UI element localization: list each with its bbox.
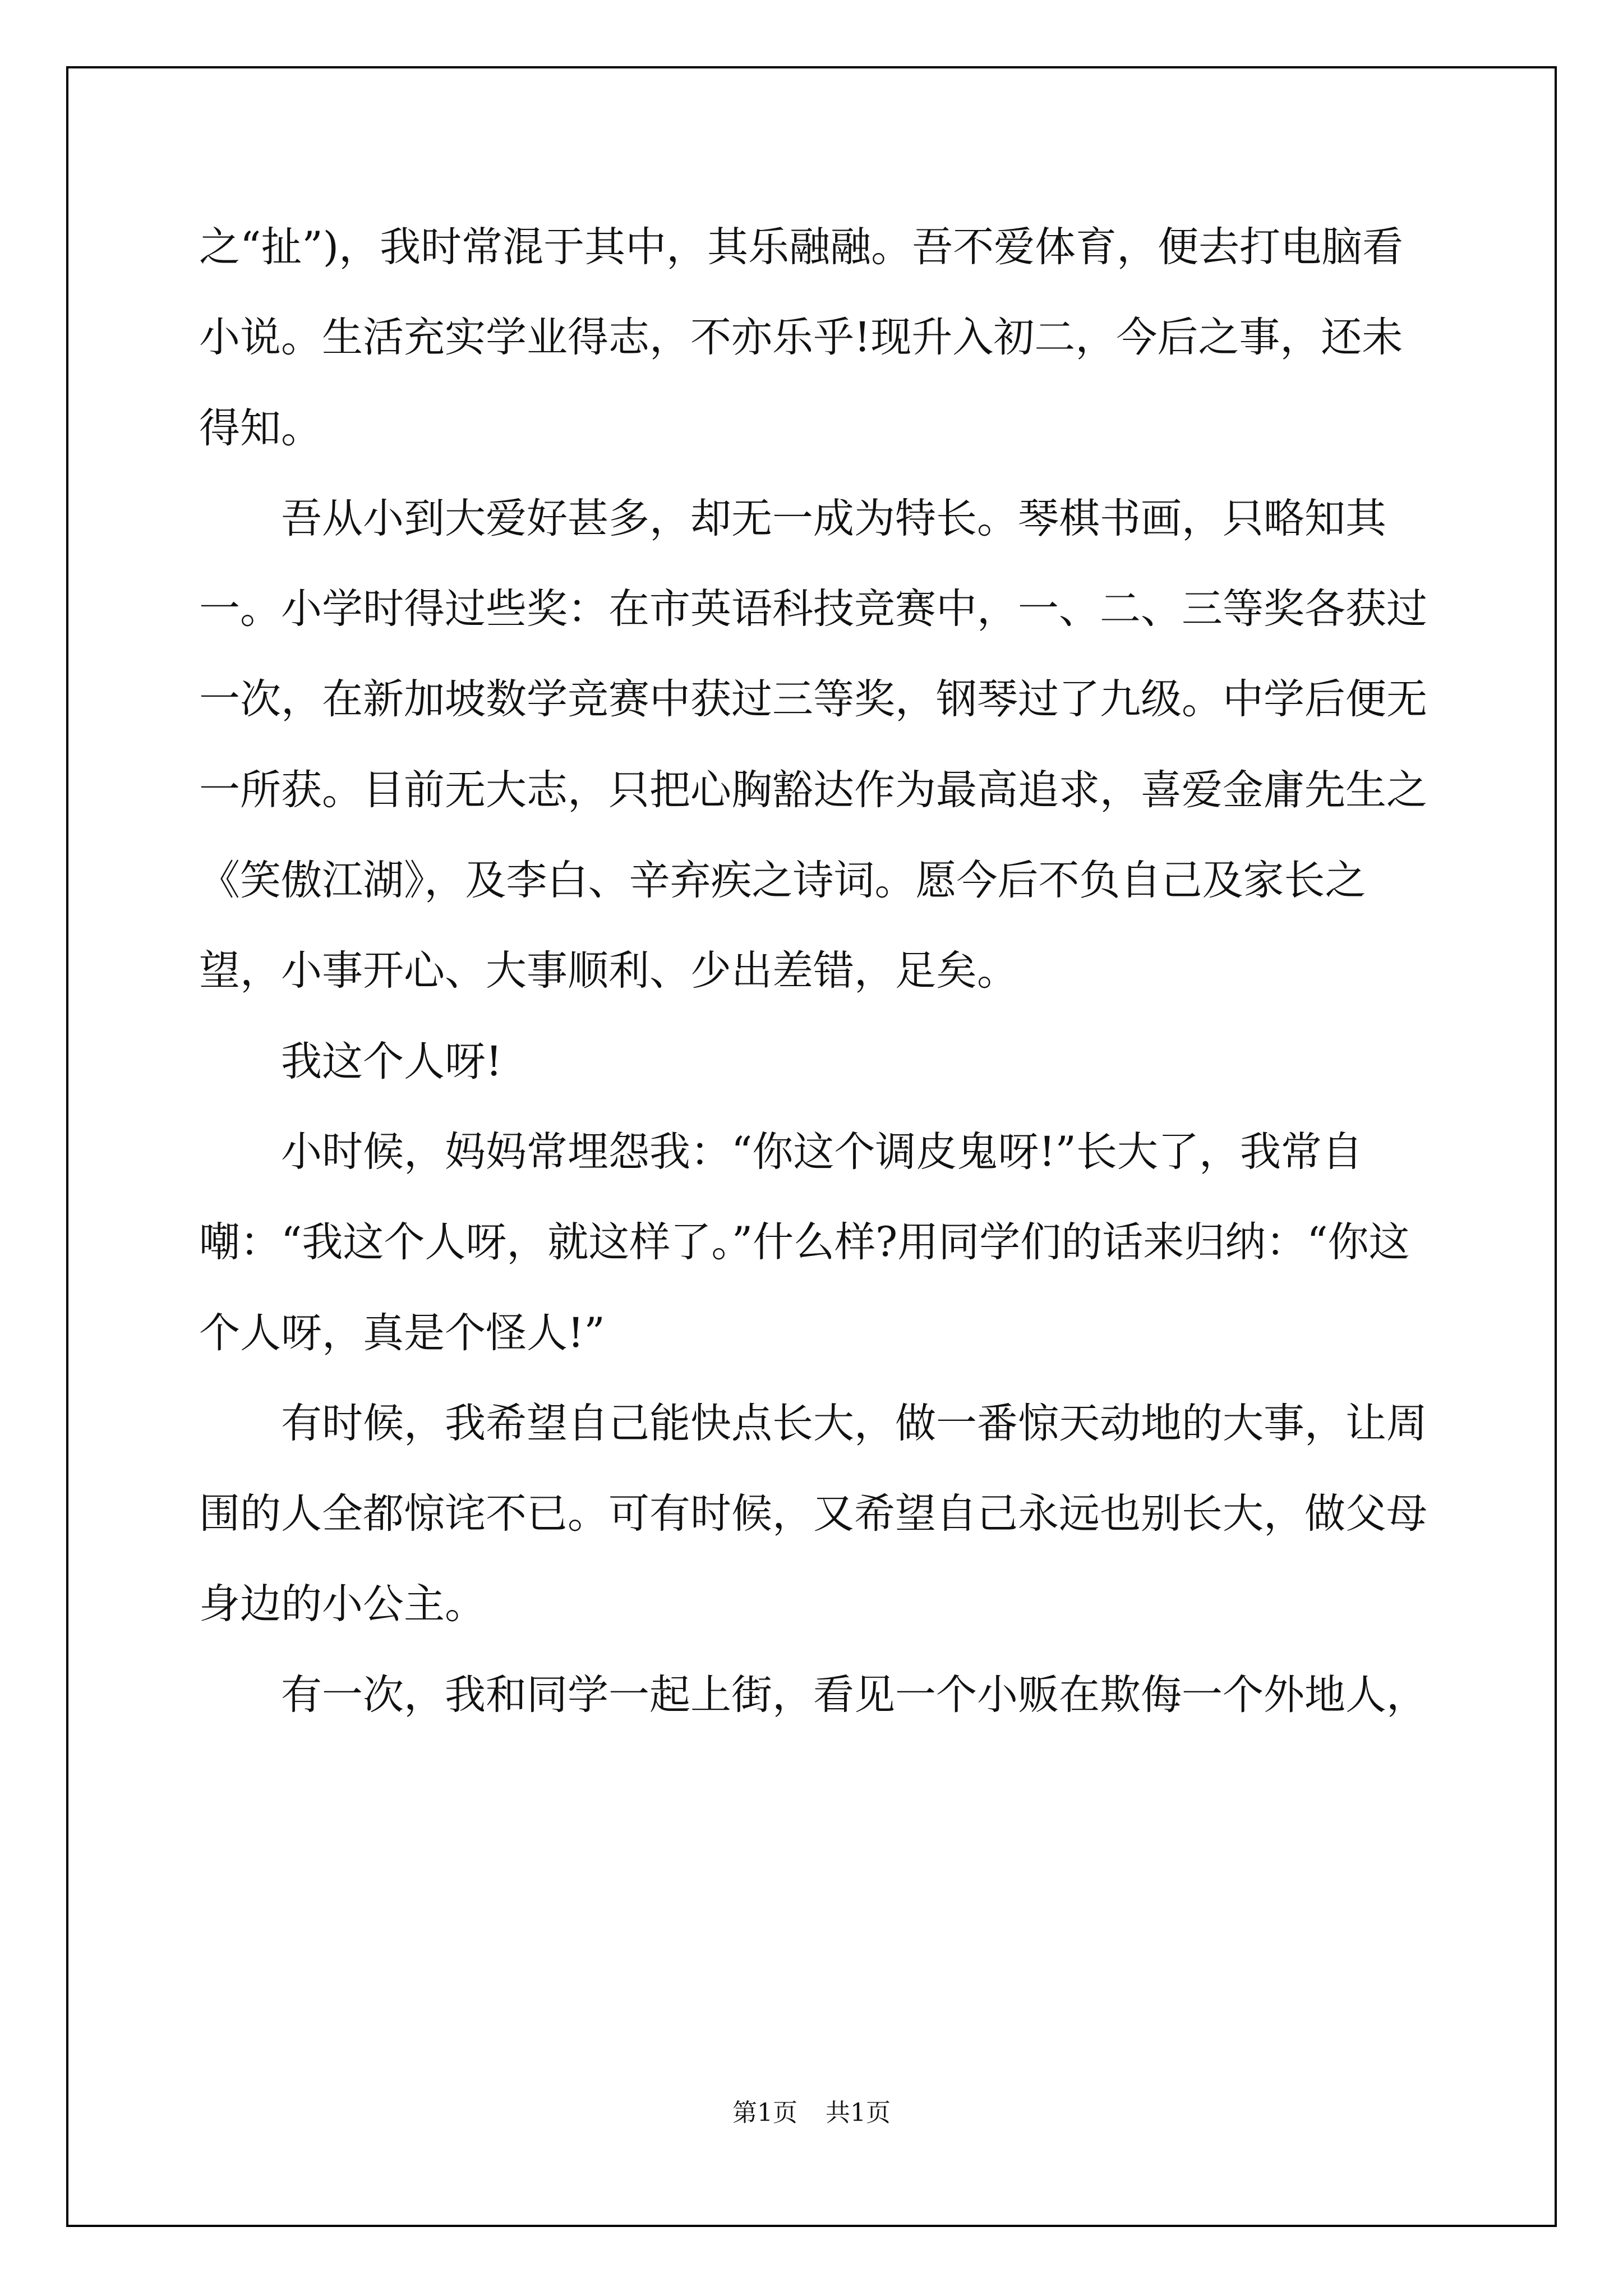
- paragraph-6: 有一次，我和同学一起上街，看见一个小贩在欺侮一个外地人，: [281, 1671, 1427, 1719]
- page-total: 共1页: [826, 2099, 891, 2127]
- paragraph-5: 有时候，我希望自己能快点长大，做一番惊天动地的大事，让周围的人全都惊诧不已。可有时候，又希望自己永远也别长大，做父母身边的小公主。: [199, 1399, 1427, 1628]
- paragraph-2: 吾从小到大爱好甚多，却无一成为特长。琴棋书画，只略知其一。小学时得过些奖：在市英语科技竞赛中，一、二、三等奖各获过一次，在新加坡数学竞赛中获过三等奖，钢琴过了九级。中学后便无一所获。目前无大志，只把心胸豁达作为最高追求，喜爱金庸先生之《笑傲江湖》，及李白、辛弃疾之诗词。愿今后不负自己及家长之望，小事开心、大事顺利、少出差错，足矣。: [199, 494, 1427, 995]
- paragraph-1: 之“扯”)，我时常混于其中，其乐融融。吾不爱体育，便去打电脑看小说。生活充实学业得志，不亦乐乎!现升入初二，今后之事，还未得知。: [199, 223, 1404, 452]
- document-body: [199, 202, 1438, 1740]
- page-number: 第1页: [732, 2099, 797, 2127]
- paragraph-4: 小时候，妈妈常埋怨我：“你这个调皮鬼呀!”长大了，我常自嘲：“我这个人呀，就这样了。”什么样?用同学们的话来归纳：“你这个人呀，真是个怪人!”: [199, 1128, 1410, 1357]
- page-footer: [0, 2092, 1623, 2128]
- paragraph-3: 我这个人呀!: [281, 1037, 502, 1085]
